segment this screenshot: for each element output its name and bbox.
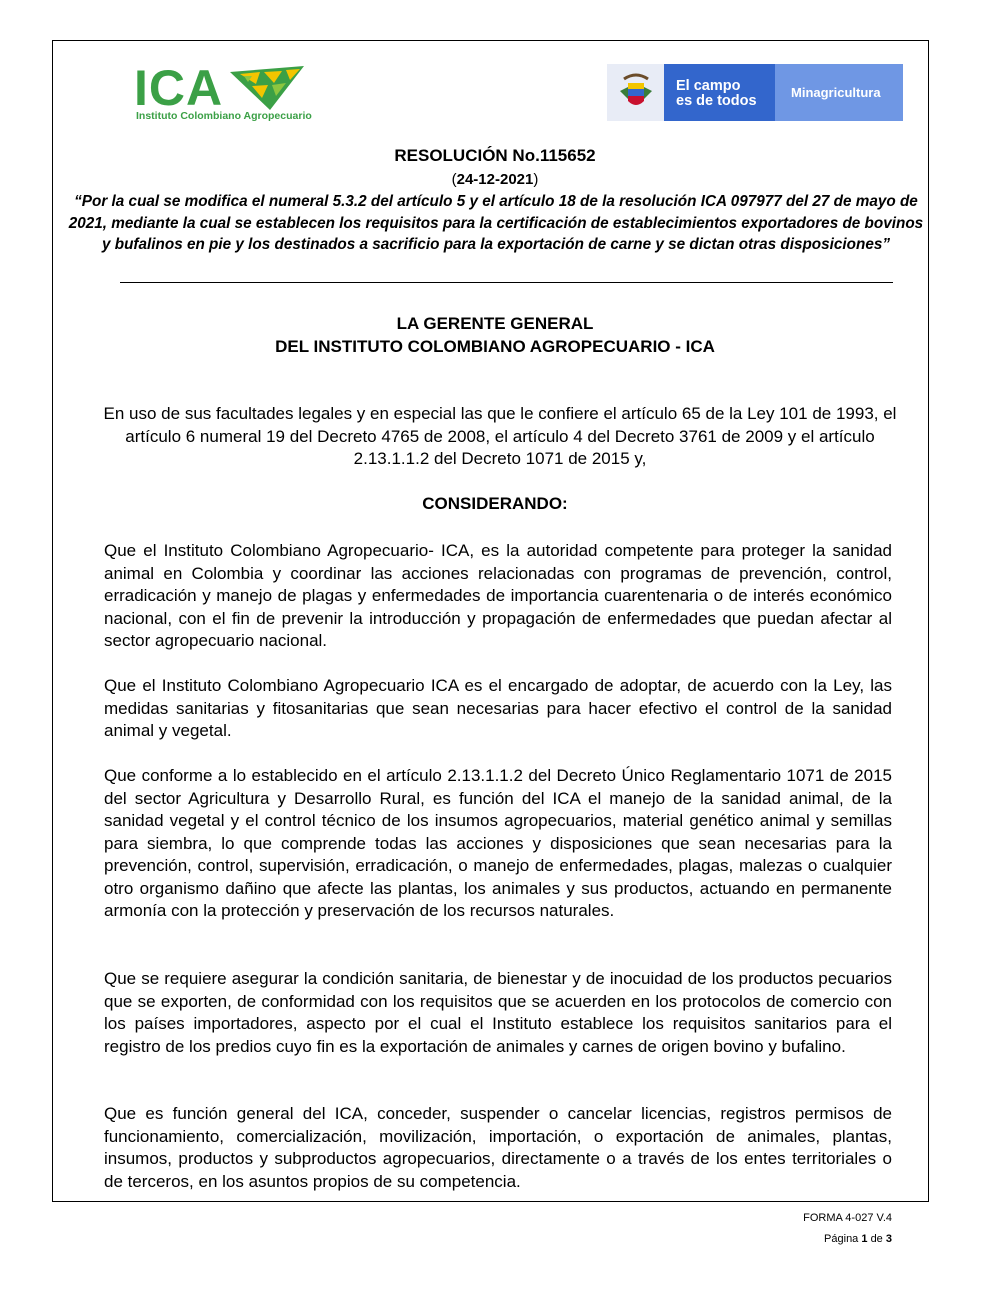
page-total: 3 xyxy=(885,1233,892,1245)
ica-logo-wordmark: ICA xyxy=(134,60,224,116)
resolution-number: RESOLUCIÓN No.115652 xyxy=(394,146,596,165)
legal-basis-paragraph: En uso de sus facultades legales y en especial las que le confiere el artículo 65 de la Ley 101 de 1993, el artículo 6 numeral 19 del Decreto 4765 de 2008, el artículo 4 del Decreto 3761 de 2009 y el artículo 2.13.1.1.2 del Decreto 1071 de 2015 y, xyxy=(103,404,897,468)
campo-line-2: es de todos xyxy=(676,93,757,109)
ministry-label: Minagricultura xyxy=(775,64,903,121)
el-campo-es-de-todos-logo xyxy=(664,64,775,121)
ica-logo xyxy=(134,60,314,126)
page-current: 1 xyxy=(861,1233,868,1245)
considerando-paragraph: Que conforme a lo establecido en el artículo 2.13.1.1.2 del Decreto Único Reglamentario 1071 de 2015 del sector Agricultura y Desarrollo Rural, es función del ICA el manejo de la sanidad animal, de la sanidad vegetal y el control técnico de los insumos agropecuarios, material genético animal y semillas para siembra, lo que comprende todas las acciones y disposiciones que sean necesarias para la prevención, control, supervisión, erradicación, o manejo de enfermedades, plagas, malezas o cualquier otro organismo dañino que afecte las plantas, los animales y sus productos, actuando en permanente armonía con la protección y preservación de los recursos naturales. xyxy=(104,766,892,920)
form-code: FORMA 4-027 V.4 xyxy=(803,1212,892,1224)
authority-line-2: DEL INSTITUTO COLOMBIANO AGROPECUARIO - ICA xyxy=(275,336,715,356)
considerando-heading: CONSIDERANDO: xyxy=(422,494,568,513)
resolution-description: “Por la cual se modifica el numeral 5.3.2 del artículo 5 y el artículo 18 de la resolución ICA 097977 del 27 de mayo de 2021, mediante la cual se establecen los requisitos para la certificación de establecimientos exportadores de bovinos y bufalinos en pie y los destinados a sacrificio para la exportación de carne y se dictan otras disposiciones” xyxy=(68,193,924,253)
page-number xyxy=(824,1233,892,1245)
government-banner xyxy=(607,64,903,121)
resolution-date-value: 24-12-2021 xyxy=(456,171,534,188)
considerando-paragraph: Que el Instituto Colombiano Agropecuario ICA es el encargado de adoptar, de acuerdo con la Ley, las medidas sanitarias y fitosanitarias que sean necesarias para hacer efectivo el control de la sanidad animal y vegetal. xyxy=(104,676,892,740)
resolution-date: (24-12-2021) xyxy=(451,171,539,188)
ica-logo-subtitle: Instituto Colombiano Agropecuario xyxy=(136,110,312,122)
authority-heading xyxy=(70,313,920,358)
considerando-paragraph: Que se requiere asegurar la condición sanitaria, de bienestar y de inocuidad de los productos pecuarios que se exporten, de conformidad con los requisitos que se acuerden en los protocolos de comercio con los países importadores, aspecto por el cual el Instituto establece los requisitos sanitarios para el registro de los predios cuyo fin es la exportación de animales y carnes de origen bovino y bufalino. xyxy=(104,969,892,1056)
page-of: de xyxy=(870,1233,883,1245)
page-label: Página xyxy=(824,1233,859,1245)
header-divider xyxy=(120,282,893,283)
ica-leaf-icon xyxy=(230,66,304,110)
considerando-paragraph: Que es función general del ICA, conceder, suspender o cancelar licencias, registros permisos de funcionamiento, comercialización, movilización, importación, o exportación de animales, plantas, insumos, productos y subproductos agropecuarios, directamente o a través de los entes territoriales o de terceros, en los asuntos propios de su competencia. xyxy=(104,1104,892,1191)
campo-line-1: El campo xyxy=(676,78,741,94)
coat-of-arms-icon xyxy=(607,64,664,121)
authority-line-1: LA GERENTE GENERAL xyxy=(396,314,594,333)
considerando-paragraph: Que el Instituto Colombiano Agropecuario- ICA, es la autoridad competente para proteger la sanidad animal en Colombia y coordinar las acciones relacionadas con programas de prevención, control, erradicación y manejo de plagas y enfermedades de importancia cuarentenaria o de interés económico nacional, con el fin de prevenir la introducción y propagación de enfermedades que puedan afectar al sector agropecuario nacional. xyxy=(104,541,892,650)
